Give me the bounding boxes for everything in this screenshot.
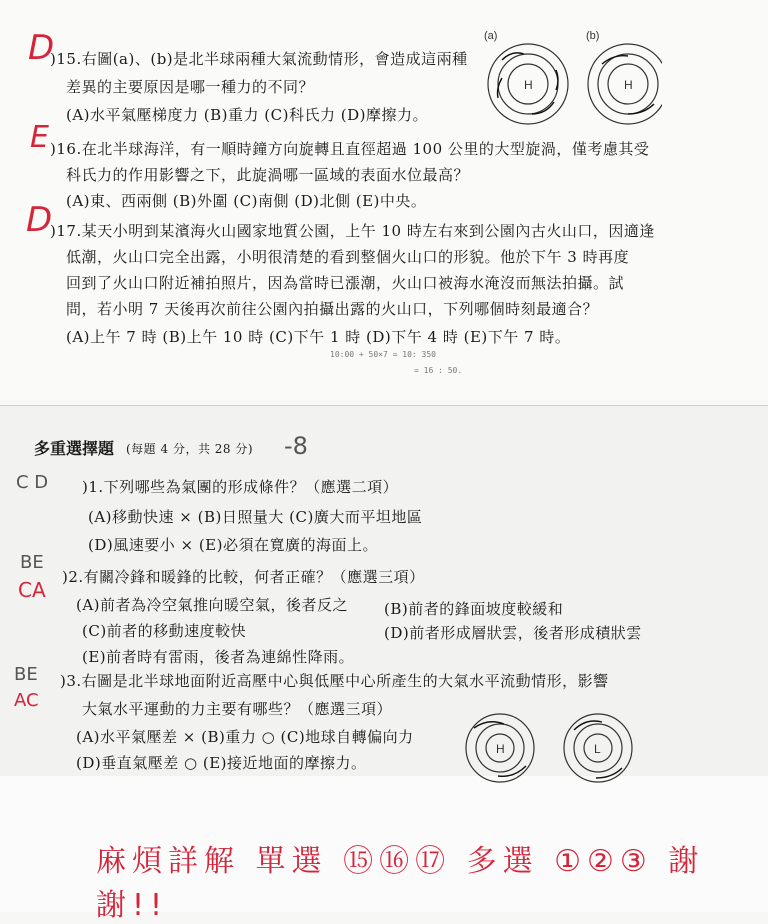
mc-q3-correction: AC bbox=[14, 690, 39, 711]
mc-q1-options2: (D)風速要小 × (E)必須在寬廣的海面上。 bbox=[88, 536, 378, 554]
q17-text-line3: 回到了火山口附近補拍照片，因為當時已漲潮，火山口被海水淹沒而無法拍攝。試 bbox=[66, 274, 625, 292]
mc-q3-text-line2: 大氣水平運動的力主要有哪些？（應選三項） bbox=[82, 700, 393, 718]
figure-a-h-label: H bbox=[524, 78, 533, 92]
q17-options: (A)上午 7 時 (B)上午 10 時 (C)下午 1 時 (D)下午 4 時 (E)下午 7 時。 bbox=[66, 328, 571, 346]
multiple-choice-header: 多重選擇題 bbox=[34, 439, 115, 458]
figure-b-h-label: H bbox=[624, 78, 633, 92]
mc-q2-answer-mark: BE bbox=[20, 552, 44, 573]
q16-text-line1: )16.在北半球海洋，有一順時鐘方向旋轉且直徑超過 100 公里的大型旋渦，僅考慮其受 bbox=[50, 140, 650, 158]
figure-b-label: (b) bbox=[586, 30, 600, 42]
mc-q1-text: )1.下列哪些為氣團的形成條件？（應選二項） bbox=[82, 478, 399, 496]
figure-a-label: (a) bbox=[484, 30, 498, 42]
q17-text-line1: )17.某天小明到某濱海火山國家地質公園，上午 10 時左右來到公園內古火山口，因適逢 bbox=[50, 222, 655, 240]
q17-answer-mark: D bbox=[26, 200, 53, 240]
q17-text-line2: 低潮，火山口完全出露，小明很清楚的看到整個火山口的形貌。他於下午 3 時再度 bbox=[66, 248, 630, 266]
q16-text-line2: 科氏力的作用影響之下，此旋渦哪一區域的表面水位最高？ bbox=[66, 166, 470, 184]
mc-q2-option-e: (E)前者時有雷雨，後者為連綿性降雨。 bbox=[82, 648, 355, 666]
mc-q3-text-line1: )3.右圖是北半球地面附近高壓中心與低壓中心所產生的大氣水平流動情形，影響 bbox=[60, 672, 609, 690]
score-deduction-mark: -8 bbox=[284, 432, 308, 460]
q16-options: (A)東、西兩側 (B)外圍 (C)南側 (D)北側 (E)中央。 bbox=[66, 192, 427, 210]
mc-q2-correction: CA bbox=[18, 578, 46, 602]
multiple-choice-header-note: (每題 4 分，共 28 分) bbox=[126, 442, 254, 456]
low-pressure-label: L bbox=[594, 742, 601, 756]
q15-text-line2: 差異的主要原因是哪一種力的不同？ bbox=[66, 78, 315, 96]
mc-q3-pressure-figure bbox=[456, 710, 646, 790]
q17-text-line4: 問，若小明 7 天後再次前往公園內拍攝出露的火山口，下列哪個時刻最適合？ bbox=[66, 300, 599, 318]
handwritten-request: 麻煩詳解 單選 ⑮⑯⑰ 多選 ①②③ 謝謝!! bbox=[96, 844, 705, 923]
q16-answer-mark: E bbox=[30, 120, 49, 155]
mc-q2-option-d: (D)前者形成層狀雲，後者形成積狀雲 bbox=[384, 624, 642, 642]
mc-q2-option-b: (B)前者的鋒面坡度較緩和 bbox=[384, 600, 564, 618]
high-pressure-label: H bbox=[496, 742, 505, 756]
mc-q3-options2: (D)垂直氣壓差 ○ (E)接近地面的摩擦力。 bbox=[76, 754, 367, 772]
q15-options: (A)水平氣壓梯度力 (B)重力 (C)科氏力 (D)摩擦力。 bbox=[66, 106, 428, 124]
q15-pressure-figure bbox=[482, 40, 662, 140]
mc-q3-options1: (A)水平氣壓差 × (B)重力 ○ (C)地球自轉偏向力 bbox=[76, 728, 414, 746]
mc-q1-options1: (A)移動快速 × (B)日照量大 (C)廣大而平坦地區 bbox=[88, 508, 423, 526]
mc-q3-answer-mark: BE bbox=[14, 664, 38, 685]
q15-answer-mark: D bbox=[28, 28, 55, 68]
mc-q1-answer-mark: C D bbox=[16, 472, 49, 493]
q17-pencil-calc-line2: = 16 : 50. bbox=[414, 366, 463, 375]
mc-q2-option-c: (C)前者的移動速度較快 bbox=[82, 622, 247, 640]
mc-q2-option-a: (A)前者為冷空氣推向暖空氣，後者反之 bbox=[76, 596, 349, 614]
q17-pencil-calc-line1: 10:00 + 50×7 = 10: 350 bbox=[330, 350, 436, 359]
q15-text-line1: )15.右圖(a)、(b)是北半球兩種大氣流動情形，會造成這兩種 bbox=[50, 50, 468, 68]
mc-q2-text: )2.有關冷鋒和暖鋒的比較，何者正確？（應選三項） bbox=[62, 568, 425, 586]
multiple-choice-section bbox=[0, 405, 768, 777]
